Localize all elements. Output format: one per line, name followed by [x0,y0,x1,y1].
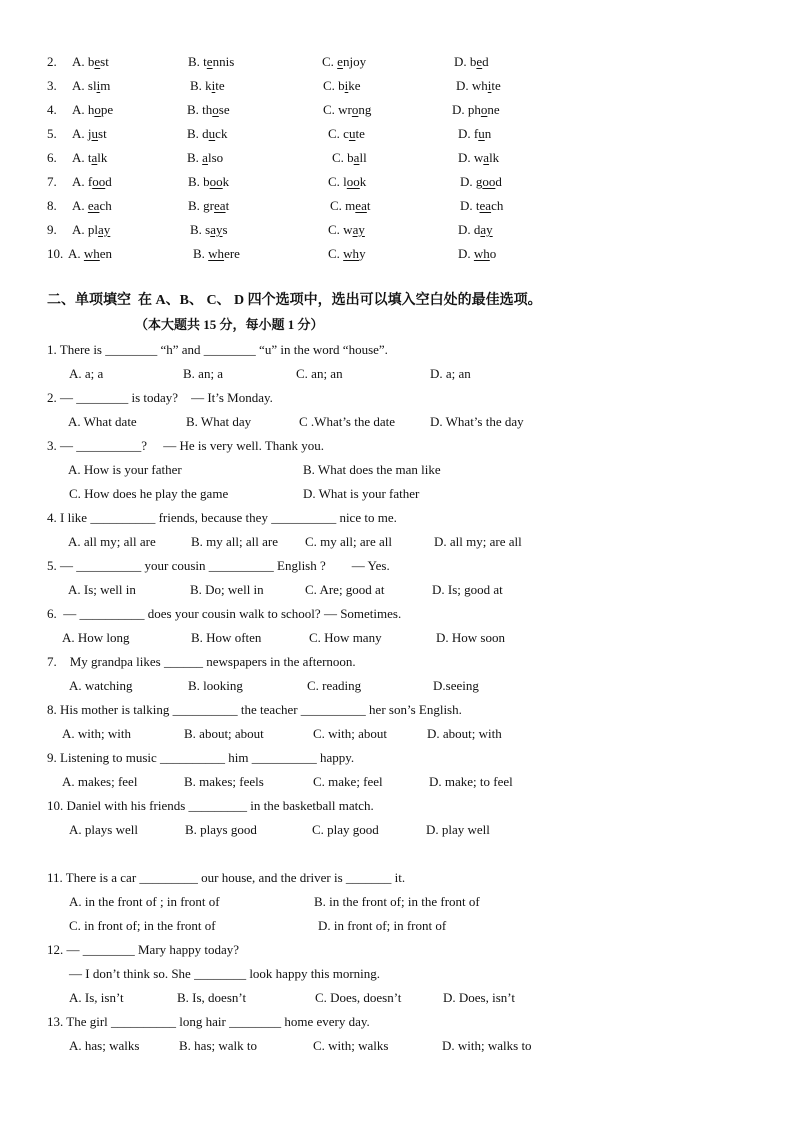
word-part: ch [491,198,504,213]
underlined-letters: a [202,150,208,165]
option-letter: A. [72,198,88,213]
question-stem-row [0,604,793,624]
question-stem: 3. — __________? — He is very well. Thank you. [47,438,325,453]
question-number: 10. [47,246,64,261]
option-letter: D. [458,246,474,261]
underlined-letters: o [480,102,488,117]
answer-option: B. has; walk to [179,1038,257,1053]
options-row [0,580,793,600]
phonics-option [330,196,370,216]
question-number: 9. [47,222,57,237]
option-letter: C. [330,198,346,213]
question-stem-row [0,700,793,720]
answer-option: D. in front of; in front of [318,918,447,933]
word-part: lk [97,150,108,165]
answer-option: A. What date [68,414,137,429]
answer-option: B. plays good [185,822,257,837]
option-letter: A. [72,150,88,165]
answer-option: C. with; about [313,726,388,741]
word-part: t [475,198,480,213]
underlined-letters: e [206,54,213,69]
word-part: y [359,246,366,261]
phonics-option [322,52,366,72]
phonics-option [188,196,229,216]
word-part: b [469,54,477,69]
underlined-letters: ay [98,222,111,237]
question-number: 8. [47,198,57,213]
question-stem-row [0,940,793,960]
option-letter: B. [193,246,209,261]
answer-option: C. make; feel [313,774,383,789]
options-row [0,820,793,840]
option-letter: D. [460,198,476,213]
phonics-option [460,196,503,216]
question-stem-row [0,1012,793,1032]
word-part: te [491,78,501,93]
section-heading [0,291,793,311]
phonics-option [328,220,365,240]
answer-option: D.seeing [433,678,479,693]
answer-option: C. with; walks [313,1038,389,1053]
phonics-row [0,76,793,96]
question-stem: 1. There is ________ “h” and ________ “u” in the word “house”. [47,342,388,357]
word-part: ng [358,102,372,117]
option-letter: A. [72,222,88,237]
word-part: w [343,222,353,237]
word-part: f [473,126,479,141]
phonics-option [328,244,366,264]
word-part: lso [207,150,224,165]
answer-option: D. make; to feel [429,774,513,789]
answer-option: B. Do; well in [190,582,264,597]
phonics-option [460,172,502,192]
word-part: l [343,174,347,189]
question-stem: 12. — ________ Mary happy today? [47,942,240,957]
question-stem-row [0,508,793,528]
word-part: st [98,126,107,141]
phonics-option [72,124,107,144]
option-letter: B. [187,126,203,141]
answer-option: B. an; a [183,366,224,381]
phonics-row [0,148,793,168]
underlined-letters: ay [352,222,365,237]
underlined-letters: a [353,150,360,165]
option-letter: A. [72,78,88,93]
option-letter: C. [323,78,339,93]
phonics-option [332,148,367,168]
underlined-letters: i [487,78,492,93]
question-stem-continued: — I don’t think so. She ________ look happy this morning. [69,966,381,981]
phonics-option [187,148,223,168]
phonics-option [323,100,371,120]
phonics-option [68,244,112,264]
answer-option: A. has; walks [69,1038,140,1053]
word-part: ch [99,198,112,213]
word-part: k [205,78,212,93]
question-number: 4. [47,102,57,117]
word-part: j [87,126,92,141]
phonics-option [458,244,496,264]
options-row [0,988,793,1008]
answer-option: B. How often [191,630,262,645]
underlined-letters: o [212,102,219,117]
underlined-letters: oo [346,174,360,189]
answer-option: B. about; about [184,726,264,741]
phonics-option [190,220,228,240]
option-letter: C. [328,246,344,261]
answer-option: D. What is your father [303,486,420,501]
phonics-option [72,148,107,168]
phonics-option [72,76,110,96]
word-part: t [203,54,207,69]
phonics-option [458,148,499,168]
answer-option: A. watching [69,678,133,693]
phonics-option [458,124,491,144]
question-number: 7. [47,174,57,189]
question-stem-row [0,964,793,984]
word-part: b [347,150,354,165]
answer-option: D. How soon [436,630,505,645]
word-part: st [100,54,109,69]
option-letter: A. [72,174,88,189]
question-stem: 4. I like __________ friends, because they __________ nice to me. [47,510,397,525]
underlined-letters: wh [343,246,360,261]
phonics-option [72,52,109,72]
answer-option: A. plays well [69,822,138,837]
word-part: ph [467,102,481,117]
answer-option: B. looking [188,678,243,693]
underlined-letters: e [476,54,483,69]
word-part: ke [348,78,361,93]
underlined-letters: wh [473,246,490,261]
answer-option: B. What does the man like [303,462,441,477]
option-letter: D. [458,222,474,237]
answer-option: D. with; walks to [442,1038,532,1053]
phonics-row [0,52,793,72]
options-row [0,676,793,696]
phonics-option [454,52,489,72]
word-part: f [87,174,93,189]
underlined-letters: oo [92,174,106,189]
options-row [0,532,793,552]
underlined-letters: i [211,78,216,93]
question-stem-row [0,748,793,768]
option-letter: B. [187,150,203,165]
option-letter: A. [72,126,88,141]
underlined-letters: u [91,126,99,141]
answer-option: C. in front of; in the front of [69,918,216,933]
question-number: 3. [47,78,57,93]
word-part: njoy [342,54,367,69]
option-letter: B. [188,198,204,213]
answer-option: B. makes; feels [184,774,264,789]
underlined-letters: oo [482,174,496,189]
options-row [0,412,793,432]
word-part: t [225,198,230,213]
option-letter: A. [68,246,84,261]
word-part: gr [203,198,215,213]
options-row [0,724,793,744]
question-stem-row [0,556,793,576]
question-stem-row [0,340,793,360]
phonics-option [72,196,112,216]
option-letter: A. [72,54,88,69]
question-stem: 9. Listening to music __________ him __________ happy. [47,750,355,765]
section-title: 二、单项填空 在 A、B、 C、 D 四个选项中，选出可以填入空白处的最佳选项。 [47,293,542,308]
word-part: lk [489,150,500,165]
underlined-letters: i [344,78,349,93]
phonics-option [188,172,229,192]
answer-option: A. How long [62,630,130,645]
question-stem-row [0,652,793,672]
word-part: d [202,126,209,141]
phonics-row [0,124,793,144]
answer-option: A. How is your father [68,462,182,477]
word-part: h [87,102,95,117]
word-part: m [100,78,111,93]
word-part: te [355,126,365,141]
question-stem: 10. Daniel with his friends _________ in the basketball match. [47,798,374,813]
word-part: n [484,126,492,141]
underlined-letters: ea [355,198,367,213]
answer-option: A. a; a [69,366,104,381]
phonics-option [452,100,500,120]
answer-option: B. What day [186,414,252,429]
question-stem: 2. — ________ is today? — It’s Monday. [47,390,273,405]
answer-option: A. Is; well in [68,582,136,597]
word-part: en [99,246,113,261]
word-part: d [482,54,489,69]
section-subheading-row [0,315,793,335]
option-letter: B. [188,174,204,189]
word-part: wh [471,78,488,93]
word-part: w [473,150,484,165]
word-part: s [222,222,228,237]
word-part: te [215,78,225,93]
phonics-option [323,76,361,96]
phonics-option [456,76,501,96]
option-letter: D. [452,102,468,117]
options-row [0,628,793,648]
underlined-letters: o [351,102,359,117]
word-part: k [359,174,367,189]
answer-option: D. about; with [427,726,502,741]
question-stem: 11. There is a car _________ our house, and the driver is _______ it. [47,870,406,885]
word-part: b [338,78,345,93]
word-part: c [343,126,349,141]
option-letter: C. [332,150,348,165]
word-part: d [473,222,481,237]
option-letter: B. [190,78,206,93]
question-stem-row [0,436,793,456]
underlined-letters: oo [209,174,223,189]
option-letter: C. [328,222,344,237]
word-part: t [87,150,92,165]
phonics-option [458,220,493,240]
phonics-option [187,124,227,144]
answer-option: D. Is; good at [432,582,503,597]
phonics-option [72,220,110,240]
phonics-row [0,220,793,240]
underlined-letters: wh [208,246,225,261]
word-part: ll [359,150,367,165]
word-part: ere [224,246,240,261]
answer-option: A. all my; all are [68,534,156,549]
underlined-letters: wh [83,246,100,261]
question-number: 5. [47,126,57,141]
underlined-letters: ay [480,222,493,237]
word-part: ck [215,126,228,141]
phonics-option [187,100,230,120]
question-number: 6. [47,150,57,165]
option-letter: D. [458,150,474,165]
option-letter: B. [188,54,204,69]
question-number: 2. [47,54,57,69]
answer-option: A. makes; feel [62,774,138,789]
answer-option: A. in the front of ; in front of [69,894,220,909]
phonics-row [0,172,793,192]
phonics-row [0,100,793,120]
option-letter: D. [458,126,474,141]
answer-option: C. Are; good at [305,582,385,597]
phonics-row [0,196,793,216]
answer-option: D. all my; are all [434,534,522,549]
phonics-row [0,244,793,264]
answer-option: C. Does, doesn’t [315,990,402,1005]
option-letter: D. [456,78,472,93]
word-part: d [105,174,112,189]
phonics-option [193,244,240,264]
answer-option: C. reading [307,678,362,693]
options-row [0,1036,793,1056]
word-part: m [345,198,356,213]
underlined-letters: ea [87,198,100,213]
phonics-option [190,76,225,96]
answer-option: A. Is, isn’t [69,990,124,1005]
answer-option: C .What’s the date [299,414,396,429]
option-letter: D. [460,174,476,189]
word-part: g [475,174,483,189]
answer-option: B. in the front of; in the front of [314,894,480,909]
option-letter: C. [323,102,339,117]
answer-option: C. play good [312,822,379,837]
word-part: o [489,246,497,261]
word-part: se [218,102,230,117]
phonics-option [72,172,112,192]
option-letter: B. [187,102,203,117]
underlined-letters: u [208,126,216,141]
question-stem: 5. — __________ your cousin __________ English ? — Yes. [47,558,390,573]
word-part: nnis [212,54,235,69]
underlined-letters: e [94,54,101,69]
underlined-letters: ea [214,198,226,213]
option-letter: C. [328,126,344,141]
question-stem: 13. The girl __________ long hair ________ home every day. [47,1014,370,1029]
answer-option: B. Is, doesn’t [177,990,247,1005]
question-stem: 6. — __________ does your cousin walk to school? — Sometimes. [47,606,402,621]
option-letter: B. [190,222,206,237]
word-part: d [495,174,502,189]
answer-option: A. with; with [62,726,131,741]
word-part: k [222,174,230,189]
options-row [0,484,793,504]
underlined-letters: u [478,126,485,141]
options-row [0,364,793,384]
question-stem-row [0,796,793,816]
question-stem-row [0,388,793,408]
option-letter: C. [322,54,338,69]
word-part: b [203,174,210,189]
underlined-letters: o [94,102,101,117]
word-part: ne [487,102,500,117]
options-row [0,916,793,936]
option-letter: A. [72,102,88,117]
options-row [0,460,793,480]
option-letter: D. [454,54,470,69]
underlined-letters: ay [210,222,223,237]
answer-option: C. How does he play the game [69,486,229,501]
word-part: pe [100,102,114,117]
phonics-option [188,52,234,72]
options-row [0,772,793,792]
answer-option: C. How many [309,630,382,645]
answer-option: D. Does, isn’t [443,990,515,1005]
question-stem: 8. His mother is talking __________ the teacher __________ her son’s English. [47,702,462,717]
word-part: t [366,198,371,213]
underlined-letters: a [483,150,490,165]
word-part: sl [87,78,97,93]
word-part: pl [87,222,99,237]
answer-option: D. play well [426,822,490,837]
underlined-letters: u [348,126,356,141]
question-stem: 7. My grandpa likes ______ newspapers in the afternoon. [47,654,356,669]
underlined-letters: ea [479,198,492,213]
underlined-letters: i [96,78,101,93]
question-stem-row [0,868,793,888]
word-part: wr [338,102,352,117]
section-subtitle: （本大题共 15 分，每小题 1 分） [135,317,324,332]
word-part: b [87,54,95,69]
phonics-option [72,100,113,120]
word-part: th [202,102,213,117]
phonics-option [328,172,366,192]
options-row [0,892,793,912]
underlined-letters: a [91,150,98,165]
answer-option: D. a; an [430,366,471,381]
phonics-option [328,124,365,144]
option-letter: C. [328,174,344,189]
word-part: s [205,222,211,237]
underlined-letters: e [337,54,343,69]
answer-option: B. my all; all are [191,534,279,549]
answer-option: C. my all; are all [305,534,393,549]
answer-option: C. an; an [296,366,343,381]
answer-option: D. What’s the day [430,414,524,429]
